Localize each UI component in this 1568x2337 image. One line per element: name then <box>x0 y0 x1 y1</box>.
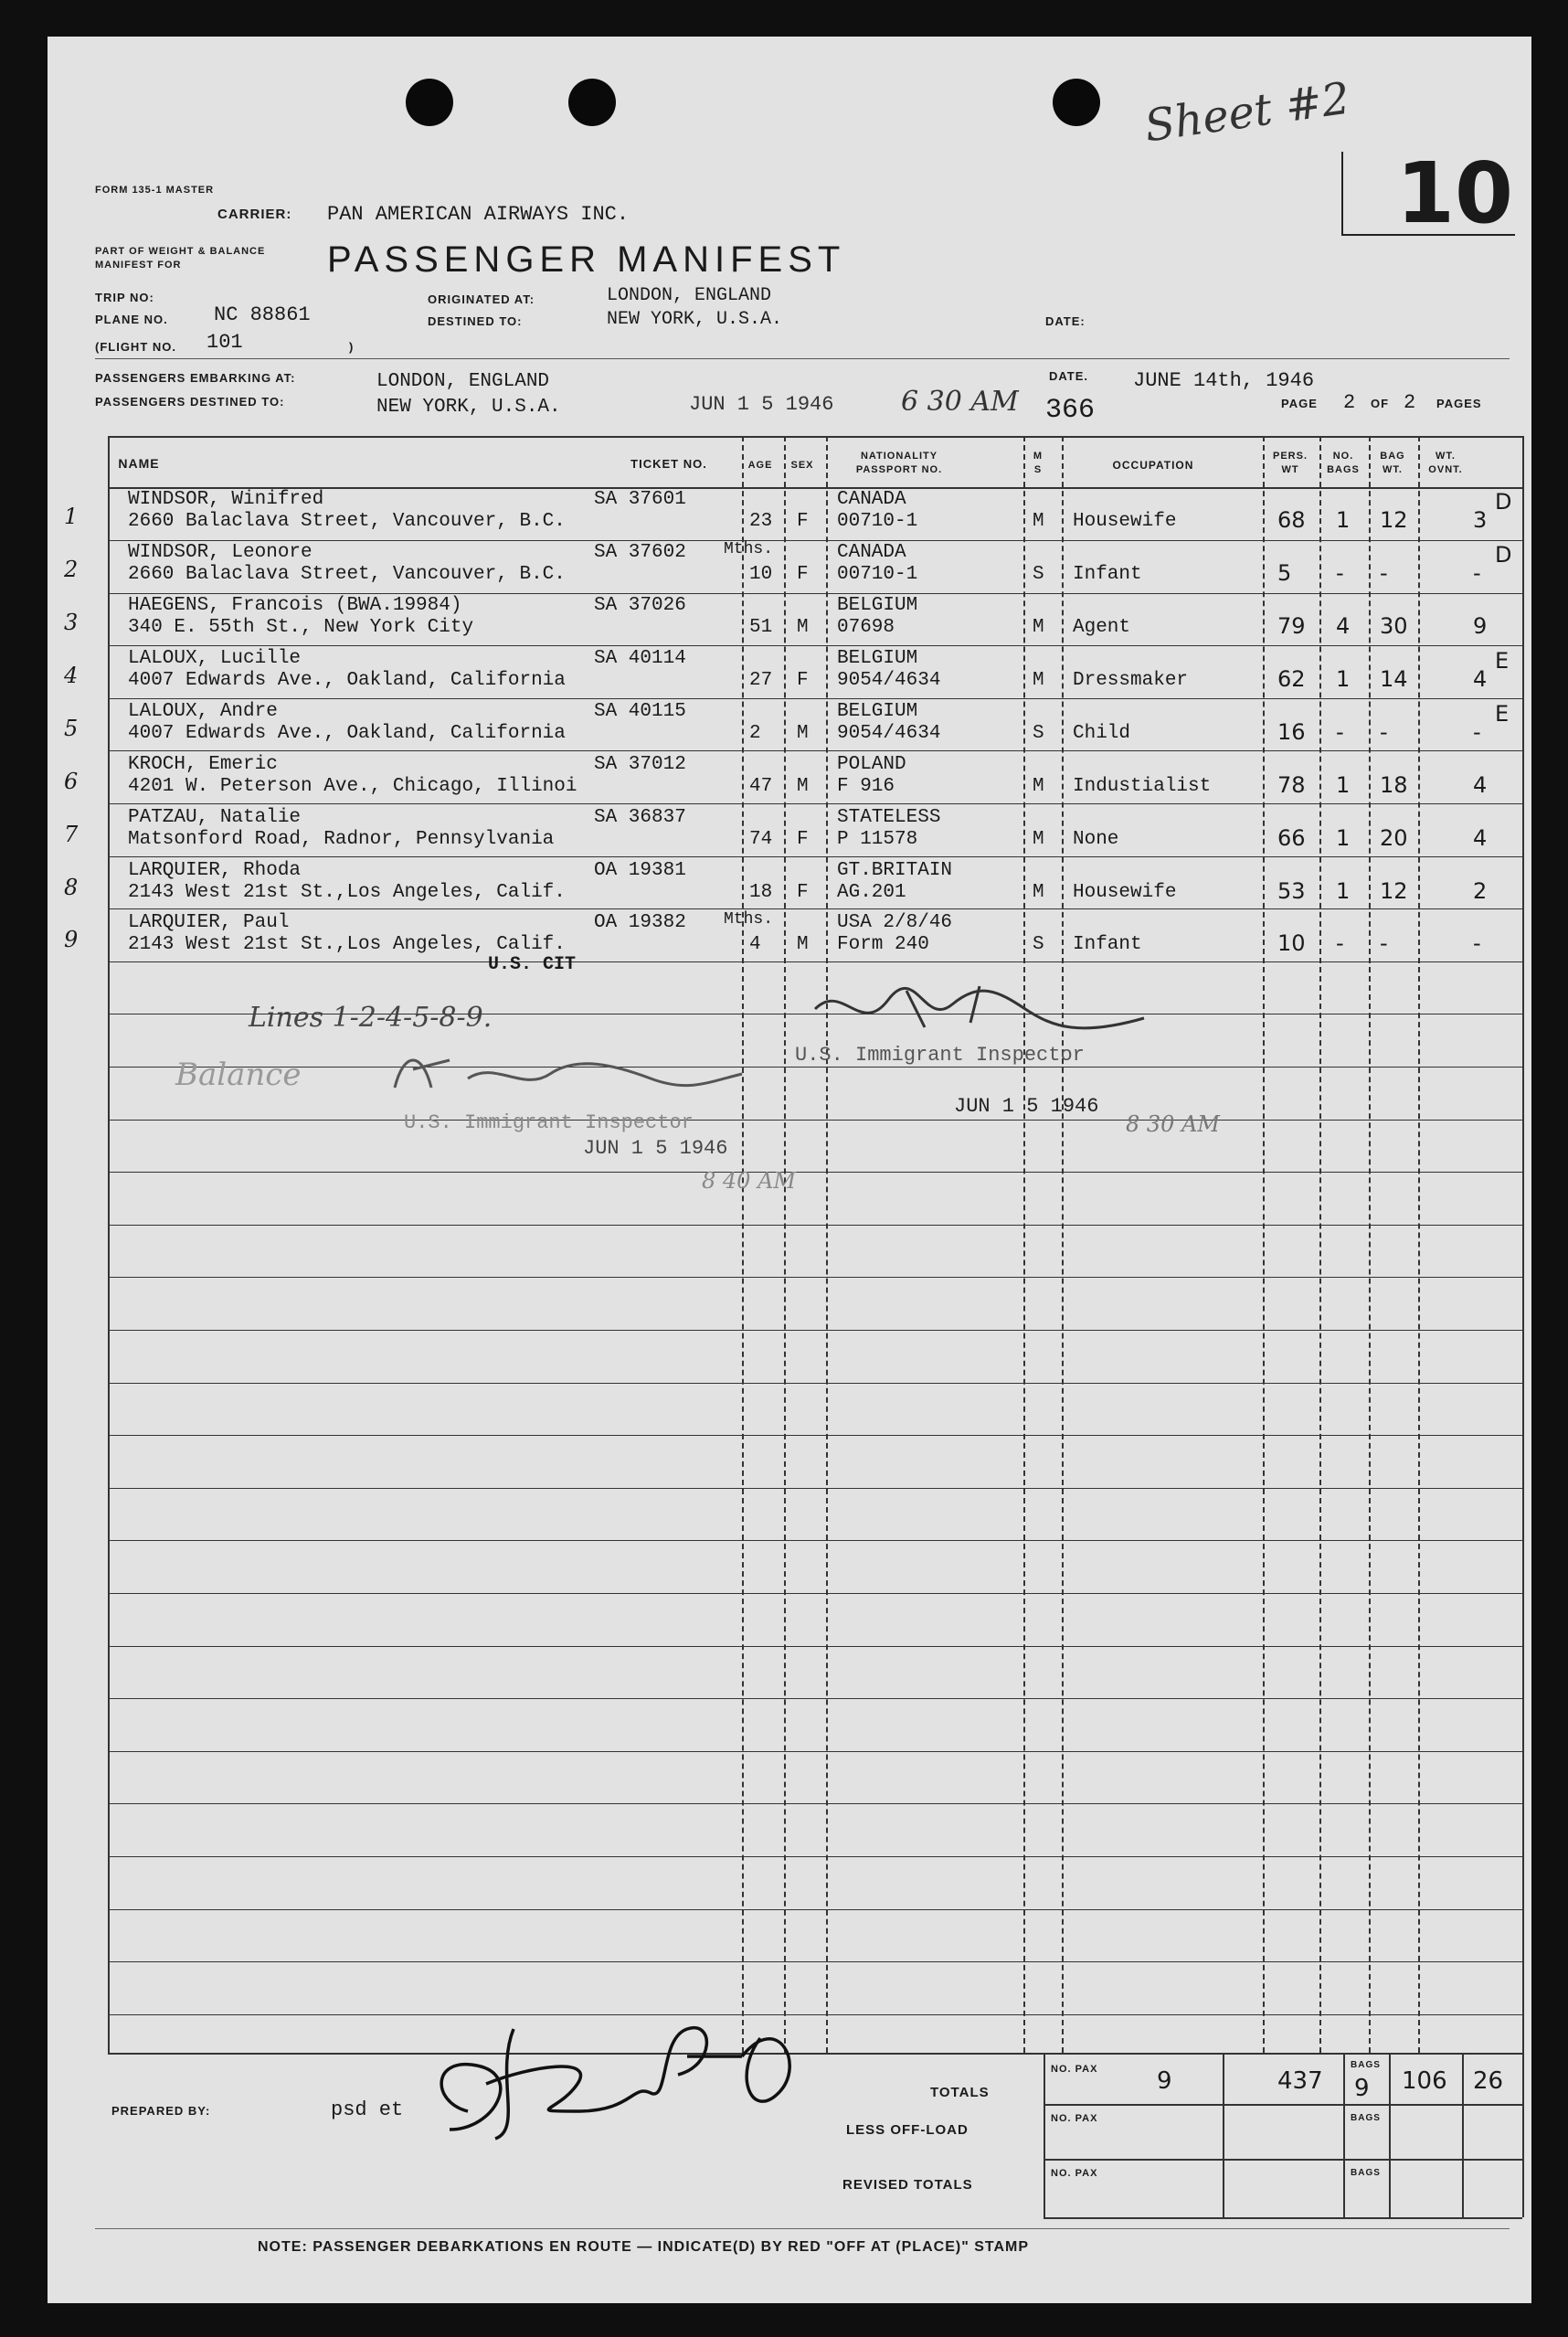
overweight: 3 <box>1473 507 1488 533</box>
bag-count: - <box>1336 719 1344 745</box>
inspector-signature-right <box>779 972 1162 1055</box>
personal-weight: 78 <box>1277 772 1306 798</box>
header-divider <box>95 358 1510 359</box>
stamp-date: JUN 1 5 1946 <box>689 393 834 416</box>
ruled-row <box>108 645 1522 646</box>
age: 47 <box>749 776 773 797</box>
ruled-row <box>108 1225 1522 1226</box>
overweight: - <box>1473 930 1481 956</box>
nopax-label: NO. PAX <box>1051 2168 1098 2179</box>
bags-label: BAGS <box>1351 2168 1381 2178</box>
bag-count: - <box>1336 560 1344 586</box>
embark-label: PASSENGERS EMBARKING AT: <box>95 371 296 385</box>
ruled-row <box>108 540 1522 541</box>
passenger-name: WINDSOR, Winifred <box>128 489 324 510</box>
nopax-label: NO. PAX <box>1051 2113 1098 2124</box>
totals-line <box>1522 2053 1524 2217</box>
ruled-row <box>108 1488 1522 1489</box>
occupation: Child <box>1073 723 1131 744</box>
preparer-signature <box>413 1928 815 2148</box>
passenger-address: 4007 Edwards Ave., Oakland, California <box>128 670 566 691</box>
ruled-row <box>108 1856 1522 1857</box>
nationality: CANADA <box>837 489 906 510</box>
passport-number: F 916 <box>837 776 895 797</box>
age: 18 <box>749 882 773 903</box>
originated-label: ORIGINATED AT: <box>428 292 535 306</box>
overweight-note: D <box>1495 489 1512 515</box>
row-number: 9 <box>64 927 79 952</box>
overweight-note: D <box>1495 542 1512 568</box>
total-ovnt: 26 <box>1473 2067 1504 2095</box>
ruled-row <box>108 750 1522 751</box>
passenger-address: 2143 West 21st St.,Los Angeles, Calif. <box>128 882 566 903</box>
form-number: FORM 135-1 MASTER <box>95 185 215 196</box>
less-offload-label: LESS OFF-LOAD <box>846 2122 969 2138</box>
age: 51 <box>749 617 773 638</box>
personal-weight: 5 <box>1277 560 1292 586</box>
passport-number: 00710-1 <box>837 564 918 585</box>
col-header-ticket: TICKET NO. <box>630 457 707 471</box>
punch-hole <box>568 79 616 126</box>
manifest-page <box>48 37 1531 2303</box>
overweight: 9 <box>1473 613 1488 639</box>
bags-label: BAGS <box>1351 2113 1381 2123</box>
passenger-name: WINDSOR, Leonore <box>128 542 313 563</box>
bag-weight: - <box>1380 930 1388 956</box>
annot-line: Lines 1-2-4-5-8-9. <box>249 1002 493 1034</box>
total-bagwt: 106 <box>1402 2067 1447 2095</box>
marital-status: M <box>1033 882 1044 903</box>
column-border <box>108 436 110 2053</box>
prepared-label: PREPARED BY: <box>111 2104 211 2118</box>
ruled-row <box>108 1120 1522 1121</box>
ruled-row <box>108 1646 1522 1647</box>
inspector-date-right: JUN 1 5 1946 <box>954 1095 1099 1118</box>
ruled-row <box>108 1803 1522 1804</box>
age: 27 <box>749 670 773 691</box>
totals-line <box>1044 2217 1522 2219</box>
totals-line <box>1343 2053 1345 2217</box>
page-box-border <box>1341 152 1343 236</box>
column-border <box>1418 436 1422 2053</box>
personal-weight: 66 <box>1277 825 1306 851</box>
pdest-label: PASSENGERS DESTINED TO: <box>95 395 285 409</box>
page-no: 2 <box>1343 391 1356 414</box>
totals-line <box>1044 2053 1045 2217</box>
col-header-bags: NO. BAGS <box>1327 451 1360 475</box>
col-header-pers: PERS. WT <box>1272 451 1308 475</box>
trip-label: TRIP NO: <box>95 291 154 304</box>
row-number: 3 <box>64 610 79 635</box>
passport-number: Form 240 <box>837 934 929 955</box>
row-number: 2 <box>64 557 79 582</box>
col-header-name: NAME <box>118 456 160 471</box>
column-border <box>1263 436 1266 2053</box>
sex: F <box>797 564 809 585</box>
flight-close: ) <box>349 340 355 354</box>
ruled-row <box>108 1961 1522 1962</box>
ruled-row <box>108 1383 1522 1384</box>
bag-count: 1 <box>1336 507 1351 533</box>
pdest: NEW YORK, U.S.A. <box>376 397 561 418</box>
bag-weight: 20 <box>1380 825 1408 851</box>
age: 4 <box>749 934 761 955</box>
marital-status: S <box>1033 723 1044 744</box>
ruled-row <box>108 1909 1522 1910</box>
occupation: Industialist <box>1073 776 1212 797</box>
stamp-time: 6 30 AM <box>901 386 1019 418</box>
col-header-sex: SEX <box>790 460 814 471</box>
ticket-number: SA 37602 <box>594 542 686 563</box>
totals-line <box>1223 2053 1224 2217</box>
occupation: Housewife <box>1073 511 1177 532</box>
overweight: 2 <box>1473 878 1488 904</box>
total-pers: 437 <box>1277 2067 1323 2095</box>
nationality: BELGIUM <box>837 701 918 722</box>
table-top-border <box>108 436 1522 438</box>
inspector-time-right: 8 30 AM <box>1126 1111 1220 1137</box>
ruled-row <box>108 908 1522 909</box>
ticket-number: SA 37012 <box>594 754 686 775</box>
ruled-row <box>108 1593 1522 1594</box>
destined-label: DESTINED TO: <box>428 314 523 328</box>
ruled-row <box>108 961 1522 962</box>
revised-totals-label: REVISED TOTALS <box>842 2177 973 2193</box>
ref-number: 366 <box>1045 395 1096 426</box>
ruled-row <box>108 1067 1522 1068</box>
totals-line <box>1389 2053 1391 2217</box>
bag-count: - <box>1336 930 1344 956</box>
bag-count: 1 <box>1336 772 1351 798</box>
personal-weight: 79 <box>1277 613 1306 639</box>
col-header-ovnt: WT. OVNT. <box>1428 451 1463 475</box>
bag-count: 4 <box>1336 613 1351 639</box>
totals-label: TOTALS <box>930 2085 990 2100</box>
row-number: 8 <box>64 875 79 900</box>
total-bags: 9 <box>1354 2075 1370 2102</box>
col-header-occupation: OCCUPATION <box>1112 459 1194 472</box>
ruled-row <box>108 1277 1522 1278</box>
bag-count: 1 <box>1336 878 1351 904</box>
table-bottom-border <box>108 2053 1522 2055</box>
passenger-name: LALOUX, Lucille <box>128 648 302 669</box>
row-number: 6 <box>64 769 79 794</box>
age-note: Mths. <box>724 540 774 558</box>
occupation: Housewife <box>1073 882 1177 903</box>
row-number: 1 <box>64 504 79 529</box>
passenger-name: LARQUIER, Paul <box>128 912 290 933</box>
column-border <box>1319 436 1323 2053</box>
passenger-name: LALOUX, Andre <box>128 701 278 722</box>
nationality: BELGIUM <box>837 648 918 669</box>
age: 10 <box>749 564 773 585</box>
age: 23 <box>749 511 773 532</box>
nationality: USA 2/8/46 <box>837 912 953 933</box>
page-title: PASSENGER MANIFEST <box>327 239 846 280</box>
row-number: 7 <box>64 822 79 847</box>
passenger-name: KROCH, Emeric <box>128 754 278 775</box>
ticket-number: OA 19382 <box>594 912 686 933</box>
total-pax: 9 <box>1157 2067 1172 2095</box>
bag-weight: 18 <box>1380 772 1408 798</box>
weight-balance-note <box>95 245 265 272</box>
originated: LONDON, ENGLAND <box>607 285 772 306</box>
of-label: OF <box>1371 397 1390 410</box>
bag-weight: 14 <box>1380 666 1408 692</box>
nationality: POLAND <box>837 754 906 775</box>
age: 74 <box>749 829 773 850</box>
bag-count: 1 <box>1336 825 1351 851</box>
carrier: PAN AMERICAN AIRWAYS INC. <box>327 203 630 226</box>
age-note: Mths. <box>724 910 774 929</box>
prepared-by: psd et <box>331 2098 404 2121</box>
passenger-address: 2143 West 21st St.,Los Angeles, Calif. <box>128 934 566 955</box>
ruled-row <box>108 2014 1522 2015</box>
row-number: 4 <box>64 663 79 688</box>
inspector-sig-left-name: Balance <box>175 1057 302 1093</box>
passenger-address: 4201 W. Peterson Ave., Chicago, Illinoi <box>128 776 577 797</box>
nationality: BELGIUM <box>837 595 918 616</box>
overweight-note: E <box>1495 701 1510 727</box>
date2: JUNE 14th, 1946 <box>1133 369 1315 392</box>
weight-balance-line: MANIFEST FOR <box>95 260 182 271</box>
punch-hole <box>1053 79 1100 126</box>
destined: NEW YORK, U.S.A. <box>607 309 783 330</box>
inspector-date-left: JUN 1 5 1946 <box>583 1137 728 1160</box>
age: 2 <box>749 723 761 744</box>
column-border <box>1023 436 1027 2053</box>
totals-line <box>1044 2104 1522 2106</box>
personal-weight: 10 <box>1277 930 1306 956</box>
sheet-note: Sheet #2 <box>1141 72 1353 153</box>
ticket-number: SA 37601 <box>594 489 686 510</box>
inspector-signature-left <box>376 1042 760 1106</box>
bag-weight: 12 <box>1380 507 1408 533</box>
ruled-row <box>108 593 1522 594</box>
ticket-number: SA 37026 <box>594 595 686 616</box>
column-border <box>742 436 746 2053</box>
ticket-number: OA 19381 <box>594 860 686 881</box>
inspector-title-left: U.S. Immigrant Inspector <box>404 1111 694 1134</box>
col-header-age: AGE <box>747 460 773 471</box>
sex: M <box>797 723 809 744</box>
column-border <box>784 436 788 2053</box>
overweight-note: E <box>1495 648 1510 674</box>
bag-weight: 30 <box>1380 613 1408 639</box>
occupation: None <box>1073 829 1119 850</box>
of-no: 2 <box>1404 391 1416 414</box>
sex: M <box>797 776 809 797</box>
overweight: - <box>1473 560 1481 586</box>
embark: LONDON, ENGLAND <box>376 371 550 392</box>
personal-weight: 62 <box>1277 666 1306 692</box>
overweight: 4 <box>1473 825 1488 851</box>
marital-status: M <box>1033 776 1044 797</box>
marital-status: M <box>1033 511 1044 532</box>
bag-weight: - <box>1380 560 1388 586</box>
column-border <box>1369 436 1372 2053</box>
row-number: 5 <box>64 716 79 741</box>
inspector-time-left: 8 40 AM <box>702 1168 796 1194</box>
page-label: PAGE <box>1281 397 1318 410</box>
overweight: 4 <box>1473 666 1488 692</box>
carrier-label: CARRIER: <box>217 207 292 222</box>
occupation: Infant <box>1073 564 1142 585</box>
bag-weight: - <box>1380 719 1388 745</box>
overweight: 4 <box>1473 772 1488 798</box>
ticket-number: SA 40115 <box>594 701 686 722</box>
passenger-address: 4007 Edwards Ave., Oakland, California <box>128 723 566 744</box>
col-header-nationality: NATIONALITY PASSPORT NO. <box>855 451 943 475</box>
ruled-row <box>108 1172 1522 1173</box>
bag-count: 1 <box>1336 666 1351 692</box>
ruled-row <box>108 1751 1522 1752</box>
ruled-row <box>108 803 1522 804</box>
occupation: Agent <box>1073 617 1131 638</box>
ruled-row <box>108 1330 1522 1331</box>
footer-note: NOTE: PASSENGER DEBARKATIONS EN ROUTE — INDICATE(D) BY RED "OFF AT (PLACE)" STAMP <box>258 2239 1030 2255</box>
sex: F <box>797 882 809 903</box>
totals-line <box>1044 2159 1522 2161</box>
sex: F <box>797 511 809 532</box>
plane-no: NC 88861 <box>214 303 311 326</box>
passenger-address: 2660 Balaclava Street, Vancouver, B.C. <box>128 511 566 532</box>
column-border <box>1522 436 1524 2053</box>
inspector-title-right: U.S. Immigrant Inspector <box>795 1044 1085 1067</box>
bag-weight: 12 <box>1380 878 1408 904</box>
passenger-name: LARQUIER, Rhoda <box>128 860 302 881</box>
date-label: DATE: <box>1045 314 1086 328</box>
overweight: - <box>1473 719 1481 745</box>
passenger-address: Matsonford Road, Radnor, Pennsylvania <box>128 829 555 850</box>
ruled-row <box>108 1435 1522 1436</box>
flight-no: 101 <box>207 331 243 354</box>
personal-weight: 53 <box>1277 878 1306 904</box>
passport-number: 9054/4634 <box>837 723 941 744</box>
occupation: Infant <box>1073 934 1142 955</box>
flight-label: (FLIGHT NO. <box>95 340 176 354</box>
passenger-name: PATZAU, Natalie <box>128 807 302 828</box>
personal-weight: 68 <box>1277 507 1306 533</box>
passenger-address: 2660 Balaclava Street, Vancouver, B.C. <box>128 564 566 585</box>
col-header-ms: M S <box>1033 451 1044 475</box>
sex: F <box>797 829 809 850</box>
sex: F <box>797 670 809 691</box>
weight-balance-line: PART OF WEIGHT & BALANCE <box>95 246 266 257</box>
passport-number: AG.201 <box>837 882 906 903</box>
totals-line <box>1462 2053 1464 2217</box>
nationality: GT.BRITAIN <box>837 860 953 881</box>
ruled-row <box>108 1540 1522 1541</box>
passport-number: 00710-1 <box>837 511 918 532</box>
passport-number: 9054/4634 <box>837 670 941 691</box>
marital-status: S <box>1033 934 1044 955</box>
passenger-address: 340 E. 55th St., New York City <box>128 617 474 638</box>
ticket-number: SA 36837 <box>594 807 686 828</box>
personal-weight: 16 <box>1277 719 1306 745</box>
ruled-row <box>108 698 1522 699</box>
sex: M <box>797 934 809 955</box>
column-border <box>1062 436 1065 2053</box>
ticket-number: SA 40114 <box>594 648 686 669</box>
us-cit-stamp: U.S. CIT <box>488 954 577 975</box>
nopax-label: NO. PAX <box>1051 2064 1098 2075</box>
nationality: STATELESS <box>837 807 941 828</box>
nationality: CANADA <box>837 542 906 563</box>
marital-status: M <box>1033 829 1044 850</box>
occupation: Dressmaker <box>1073 670 1189 691</box>
column-border <box>826 436 830 2053</box>
marital-status: M <box>1033 670 1044 691</box>
bags-label: BAGS <box>1351 2060 1381 2070</box>
plane-label: PLANE NO. <box>95 313 168 326</box>
marital-status: M <box>1033 617 1044 638</box>
passport-number: 07698 <box>837 617 895 638</box>
passport-number: P 11578 <box>837 829 918 850</box>
ruled-row <box>108 856 1522 857</box>
footer-divider <box>95 2228 1510 2229</box>
pages-label: PAGES <box>1436 397 1482 410</box>
sex: M <box>797 617 809 638</box>
passenger-name: HAEGENS, Francois (BWA.19984) <box>128 595 462 616</box>
col-header-bagwt: BAG WT. <box>1380 451 1405 475</box>
marital-status: S <box>1033 564 1044 585</box>
date2-label: DATE. <box>1049 369 1089 383</box>
punch-hole <box>406 79 453 126</box>
page-number-box: 10 <box>1396 144 1514 242</box>
ruled-row <box>108 1698 1522 1699</box>
